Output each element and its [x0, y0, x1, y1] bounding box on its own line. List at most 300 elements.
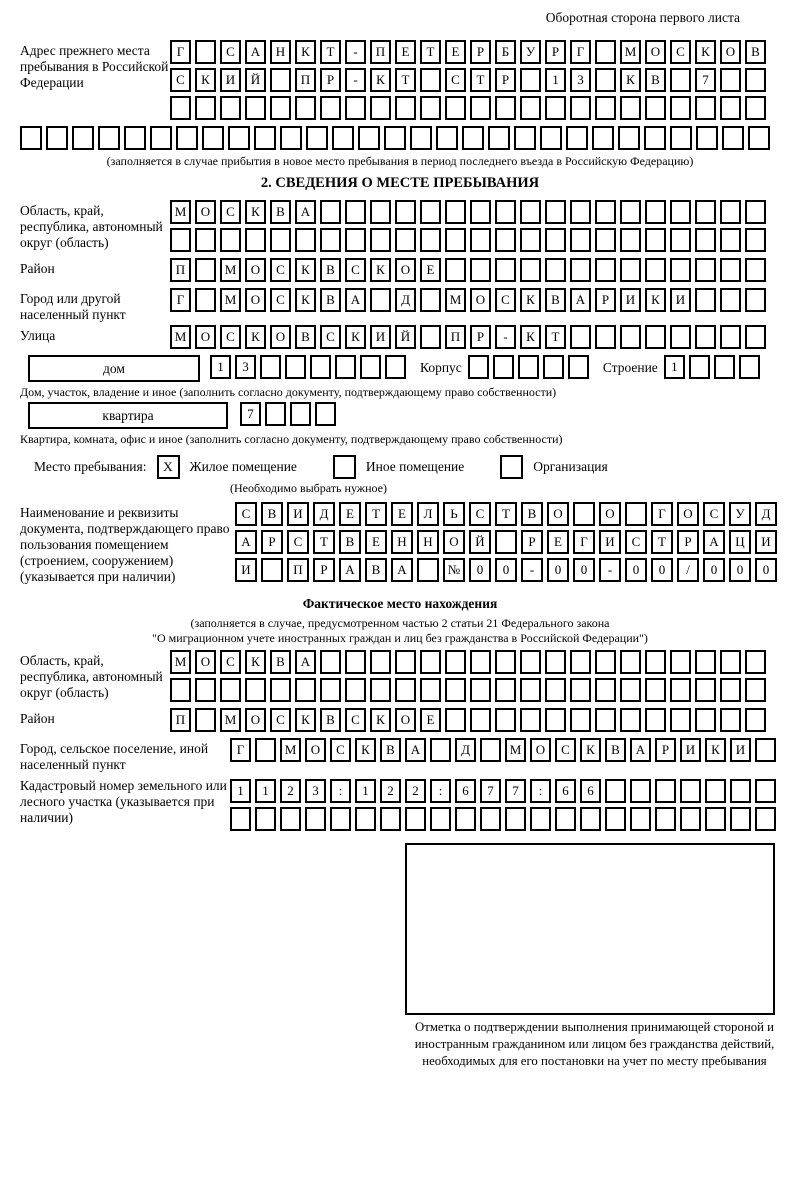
- char-cell[interactable]: В: [545, 288, 566, 312]
- char-cell[interactable]: -: [599, 558, 621, 582]
- char-cell[interactable]: [220, 96, 241, 120]
- char-cell[interactable]: М: [220, 708, 241, 732]
- char-cell[interactable]: [755, 807, 776, 831]
- char-cell[interactable]: [720, 650, 741, 674]
- char-cell[interactable]: В: [745, 40, 766, 64]
- char-cell[interactable]: [670, 200, 691, 224]
- char-cell[interactable]: [645, 228, 666, 252]
- char-cell[interactable]: К: [620, 68, 641, 92]
- char-cell[interactable]: [520, 678, 541, 702]
- char-cell[interactable]: [570, 228, 591, 252]
- char-cell[interactable]: Л: [417, 502, 439, 526]
- char-cell[interactable]: М: [280, 738, 301, 762]
- checkbox-zhiloe[interactable]: X: [157, 455, 180, 479]
- gorod-row[interactable]: [170, 288, 780, 316]
- char-cell[interactable]: М: [220, 258, 241, 282]
- char-cell[interactable]: [315, 402, 336, 426]
- char-cell[interactable]: [445, 258, 466, 282]
- char-cell[interactable]: [430, 738, 451, 762]
- char-cell[interactable]: [295, 678, 316, 702]
- prev-address-row-2[interactable]: [170, 68, 780, 96]
- char-cell[interactable]: [595, 678, 616, 702]
- char-cell[interactable]: О: [645, 40, 666, 64]
- char-cell[interactable]: [176, 126, 198, 150]
- char-cell[interactable]: Е: [395, 40, 416, 64]
- char-cell[interactable]: [445, 678, 466, 702]
- char-cell[interactable]: [720, 288, 741, 312]
- char-cell[interactable]: К: [245, 325, 266, 349]
- char-cell[interactable]: 3: [570, 68, 591, 92]
- char-cell[interactable]: [720, 708, 741, 732]
- document-row-3[interactable]: [235, 558, 781, 586]
- char-cell[interactable]: [745, 228, 766, 252]
- char-cell[interactable]: С: [270, 258, 291, 282]
- char-cell[interactable]: [745, 325, 766, 349]
- prev-address-row-3[interactable]: [170, 96, 780, 124]
- char-cell[interactable]: [520, 228, 541, 252]
- kvartira-cells[interactable]: [240, 402, 340, 430]
- char-cell[interactable]: [495, 530, 517, 554]
- document-row-1[interactable]: [235, 502, 781, 530]
- char-cell[interactable]: [595, 96, 616, 120]
- char-cell[interactable]: [655, 779, 676, 803]
- char-cell[interactable]: [680, 779, 701, 803]
- char-cell[interactable]: [385, 355, 406, 379]
- char-cell[interactable]: [670, 68, 691, 92]
- char-cell[interactable]: [254, 126, 276, 150]
- char-cell[interactable]: [520, 96, 541, 120]
- char-cell[interactable]: [695, 650, 716, 674]
- char-cell[interactable]: [420, 200, 441, 224]
- char-cell[interactable]: [720, 96, 741, 120]
- char-cell[interactable]: [345, 650, 366, 674]
- char-cell[interactable]: [570, 96, 591, 120]
- char-cell[interactable]: С: [270, 708, 291, 732]
- char-cell[interactable]: Т: [545, 325, 566, 349]
- char-cell[interactable]: [395, 678, 416, 702]
- char-cell[interactable]: [695, 200, 716, 224]
- char-cell[interactable]: [545, 228, 566, 252]
- char-cell[interactable]: В: [270, 650, 291, 674]
- char-cell[interactable]: [620, 258, 641, 282]
- char-cell[interactable]: [645, 650, 666, 674]
- char-cell[interactable]: А: [703, 530, 725, 554]
- char-cell[interactable]: [545, 258, 566, 282]
- char-cell[interactable]: Р: [320, 68, 341, 92]
- char-cell[interactable]: [566, 126, 588, 150]
- char-cell[interactable]: С: [345, 708, 366, 732]
- char-cell[interactable]: 0: [625, 558, 647, 582]
- char-cell[interactable]: [245, 96, 266, 120]
- char-cell[interactable]: 2: [280, 779, 301, 803]
- char-cell[interactable]: [518, 355, 539, 379]
- char-cell[interactable]: А: [339, 558, 361, 582]
- char-cell[interactable]: [445, 96, 466, 120]
- char-cell[interactable]: [345, 678, 366, 702]
- char-cell[interactable]: [395, 650, 416, 674]
- char-cell[interactable]: С: [220, 650, 241, 674]
- char-cell[interactable]: И: [235, 558, 257, 582]
- char-cell[interactable]: О: [195, 325, 216, 349]
- char-cell[interactable]: С: [445, 68, 466, 92]
- char-cell[interactable]: С: [330, 738, 351, 762]
- char-cell[interactable]: [630, 807, 651, 831]
- char-cell[interactable]: [470, 228, 491, 252]
- char-cell[interactable]: [620, 708, 641, 732]
- char-cell[interactable]: [380, 807, 401, 831]
- char-cell[interactable]: Р: [470, 40, 491, 64]
- char-cell[interactable]: [430, 807, 451, 831]
- kadastr-row-2[interactable]: [230, 807, 780, 835]
- char-cell[interactable]: П: [445, 325, 466, 349]
- char-cell[interactable]: [745, 678, 766, 702]
- char-cell[interactable]: -: [345, 68, 366, 92]
- char-cell[interactable]: Р: [521, 530, 543, 554]
- char-cell[interactable]: 6: [555, 779, 576, 803]
- char-cell[interactable]: [644, 126, 666, 150]
- char-cell[interactable]: Н: [270, 40, 291, 64]
- char-cell[interactable]: О: [270, 325, 291, 349]
- char-cell[interactable]: Т: [470, 68, 491, 92]
- char-cell[interactable]: Г: [651, 502, 673, 526]
- char-cell[interactable]: /: [677, 558, 699, 582]
- char-cell[interactable]: [670, 325, 691, 349]
- char-cell[interactable]: 0: [495, 558, 517, 582]
- char-cell[interactable]: [72, 126, 94, 150]
- char-cell[interactable]: [595, 228, 616, 252]
- char-cell[interactable]: А: [630, 738, 651, 762]
- char-cell[interactable]: [370, 288, 391, 312]
- char-cell[interactable]: [670, 96, 691, 120]
- char-cell[interactable]: К: [245, 200, 266, 224]
- stroenie-cells[interactable]: [664, 355, 764, 383]
- char-cell[interactable]: [295, 96, 316, 120]
- char-cell[interactable]: 3: [235, 355, 256, 379]
- char-cell[interactable]: А: [570, 288, 591, 312]
- char-cell[interactable]: [670, 126, 692, 150]
- char-cell[interactable]: [370, 650, 391, 674]
- char-cell[interactable]: [595, 708, 616, 732]
- char-cell[interactable]: О: [547, 502, 569, 526]
- char-cell[interactable]: 0: [651, 558, 673, 582]
- char-cell[interactable]: И: [670, 288, 691, 312]
- char-cell[interactable]: О: [443, 530, 465, 554]
- char-cell[interactable]: [455, 807, 476, 831]
- char-cell[interactable]: Е: [547, 530, 569, 554]
- char-cell[interactable]: П: [295, 68, 316, 92]
- char-cell[interactable]: К: [295, 40, 316, 64]
- char-cell[interactable]: 2: [405, 779, 426, 803]
- char-cell[interactable]: [570, 200, 591, 224]
- char-cell[interactable]: С: [320, 325, 341, 349]
- char-cell[interactable]: [695, 325, 716, 349]
- char-cell[interactable]: [420, 678, 441, 702]
- char-cell[interactable]: [670, 678, 691, 702]
- char-cell[interactable]: 1: [230, 779, 251, 803]
- char-cell[interactable]: [595, 325, 616, 349]
- char-cell[interactable]: Г: [230, 738, 251, 762]
- char-cell[interactable]: [495, 650, 516, 674]
- char-cell[interactable]: Й: [395, 325, 416, 349]
- char-cell[interactable]: [595, 200, 616, 224]
- char-cell[interactable]: [595, 650, 616, 674]
- checkbox-organizatsiya[interactable]: [500, 455, 523, 479]
- char-cell[interactable]: М: [170, 200, 191, 224]
- char-cell[interactable]: [620, 678, 641, 702]
- char-cell[interactable]: [545, 200, 566, 224]
- char-cell[interactable]: [46, 126, 68, 150]
- char-cell[interactable]: Й: [245, 68, 266, 92]
- char-cell[interactable]: [570, 325, 591, 349]
- char-cell[interactable]: [345, 228, 366, 252]
- char-cell[interactable]: [470, 96, 491, 120]
- char-cell[interactable]: [195, 96, 216, 120]
- char-cell[interactable]: [230, 807, 251, 831]
- char-cell[interactable]: И: [287, 502, 309, 526]
- char-cell[interactable]: В: [605, 738, 626, 762]
- char-cell[interactable]: [514, 126, 536, 150]
- char-cell[interactable]: А: [295, 650, 316, 674]
- char-cell[interactable]: [445, 228, 466, 252]
- char-cell[interactable]: [220, 228, 241, 252]
- char-cell[interactable]: [370, 228, 391, 252]
- char-cell[interactable]: [520, 650, 541, 674]
- char-cell[interactable]: [570, 678, 591, 702]
- char-cell[interactable]: Д: [455, 738, 476, 762]
- char-cell[interactable]: [417, 558, 439, 582]
- char-cell[interactable]: С: [170, 68, 191, 92]
- char-cell[interactable]: [395, 228, 416, 252]
- char-cell[interactable]: В: [380, 738, 401, 762]
- char-cell[interactable]: [480, 807, 501, 831]
- char-cell[interactable]: Г: [170, 40, 191, 64]
- char-cell[interactable]: 6: [580, 779, 601, 803]
- char-cell[interactable]: [202, 126, 224, 150]
- char-cell[interactable]: А: [345, 288, 366, 312]
- char-cell[interactable]: [695, 708, 716, 732]
- char-cell[interactable]: Н: [417, 530, 439, 554]
- char-cell[interactable]: [545, 708, 566, 732]
- char-cell[interactable]: [493, 355, 514, 379]
- char-cell[interactable]: С: [345, 258, 366, 282]
- char-cell[interactable]: К: [295, 708, 316, 732]
- char-cell[interactable]: [124, 126, 146, 150]
- char-cell[interactable]: [410, 126, 432, 150]
- char-cell[interactable]: [730, 779, 751, 803]
- char-cell[interactable]: [570, 258, 591, 282]
- char-cell[interactable]: 3: [305, 779, 326, 803]
- char-cell[interactable]: М: [505, 738, 526, 762]
- char-cell[interactable]: К: [370, 258, 391, 282]
- char-cell[interactable]: К: [245, 650, 266, 674]
- char-cell[interactable]: 0: [703, 558, 725, 582]
- char-cell[interactable]: [505, 807, 526, 831]
- char-cell[interactable]: Т: [320, 40, 341, 64]
- char-cell[interactable]: [480, 738, 501, 762]
- char-cell[interactable]: [495, 258, 516, 282]
- char-cell[interactable]: №: [443, 558, 465, 582]
- char-cell[interactable]: [280, 807, 301, 831]
- char-cell[interactable]: Т: [395, 68, 416, 92]
- char-cell[interactable]: [655, 807, 676, 831]
- char-cell[interactable]: [745, 258, 766, 282]
- char-cell[interactable]: К: [370, 68, 391, 92]
- char-cell[interactable]: 7: [695, 68, 716, 92]
- char-cell[interactable]: [195, 678, 216, 702]
- char-cell[interactable]: О: [530, 738, 551, 762]
- char-cell[interactable]: 7: [505, 779, 526, 803]
- char-cell[interactable]: [270, 228, 291, 252]
- char-cell[interactable]: [360, 355, 381, 379]
- char-cell[interactable]: [470, 258, 491, 282]
- char-cell[interactable]: 0: [547, 558, 569, 582]
- char-cell[interactable]: [395, 200, 416, 224]
- char-cell[interactable]: [670, 708, 691, 732]
- char-cell[interactable]: [320, 678, 341, 702]
- char-cell[interactable]: [520, 258, 541, 282]
- char-cell[interactable]: С: [235, 502, 257, 526]
- checkbox-inoe[interactable]: [333, 455, 356, 479]
- char-cell[interactable]: [645, 325, 666, 349]
- char-cell[interactable]: М: [445, 288, 466, 312]
- char-cell[interactable]: [330, 807, 351, 831]
- char-cell[interactable]: [545, 96, 566, 120]
- char-cell[interactable]: М: [170, 325, 191, 349]
- char-cell[interactable]: О: [245, 258, 266, 282]
- char-cell[interactable]: [405, 807, 426, 831]
- char-cell[interactable]: О: [245, 288, 266, 312]
- char-cell[interactable]: [645, 708, 666, 732]
- char-cell[interactable]: К: [195, 68, 216, 92]
- char-cell[interactable]: [645, 258, 666, 282]
- char-cell[interactable]: Р: [677, 530, 699, 554]
- char-cell[interactable]: Г: [573, 530, 595, 554]
- char-cell[interactable]: [620, 228, 641, 252]
- char-cell[interactable]: Д: [395, 288, 416, 312]
- char-cell[interactable]: [468, 355, 489, 379]
- char-cell[interactable]: Б: [495, 40, 516, 64]
- char-cell[interactable]: [20, 126, 42, 150]
- char-cell[interactable]: О: [305, 738, 326, 762]
- char-cell[interactable]: [620, 325, 641, 349]
- char-cell[interactable]: Е: [339, 502, 361, 526]
- prev-address-row-4[interactable]: [20, 126, 780, 154]
- char-cell[interactable]: [695, 288, 716, 312]
- char-cell[interactable]: О: [245, 708, 266, 732]
- char-cell[interactable]: [370, 200, 391, 224]
- char-cell[interactable]: О: [195, 200, 216, 224]
- char-cell[interactable]: [520, 68, 541, 92]
- factual-rayon-row[interactable]: [170, 708, 780, 736]
- char-cell[interactable]: [305, 807, 326, 831]
- char-cell[interactable]: Е: [365, 530, 387, 554]
- char-cell[interactable]: [320, 650, 341, 674]
- char-cell[interactable]: [748, 126, 770, 150]
- char-cell[interactable]: И: [220, 68, 241, 92]
- char-cell[interactable]: [520, 708, 541, 732]
- char-cell[interactable]: Р: [545, 40, 566, 64]
- char-cell[interactable]: [265, 402, 286, 426]
- char-cell[interactable]: [620, 650, 641, 674]
- char-cell[interactable]: [530, 807, 551, 831]
- char-cell[interactable]: 6: [455, 779, 476, 803]
- char-cell[interactable]: [605, 779, 626, 803]
- char-cell[interactable]: М: [220, 288, 241, 312]
- char-cell[interactable]: [745, 68, 766, 92]
- char-cell[interactable]: [345, 200, 366, 224]
- char-cell[interactable]: 1: [255, 779, 276, 803]
- char-cell[interactable]: [495, 200, 516, 224]
- char-cell[interactable]: Д: [313, 502, 335, 526]
- char-cell[interactable]: Ь: [443, 502, 465, 526]
- char-cell[interactable]: [195, 40, 216, 64]
- char-cell[interactable]: [695, 678, 716, 702]
- kvartira-type-box[interactable]: квартира: [28, 402, 228, 429]
- char-cell[interactable]: [270, 678, 291, 702]
- factual-oblast-row-1[interactable]: [170, 650, 780, 678]
- char-cell[interactable]: Й: [469, 530, 491, 554]
- char-cell[interactable]: [245, 678, 266, 702]
- char-cell[interactable]: К: [705, 738, 726, 762]
- char-cell[interactable]: [605, 807, 626, 831]
- char-cell[interactable]: -: [495, 325, 516, 349]
- char-cell[interactable]: С: [495, 288, 516, 312]
- kadastr-row-1[interactable]: [230, 779, 780, 807]
- char-cell[interactable]: [445, 650, 466, 674]
- char-cell[interactable]: [270, 68, 291, 92]
- prev-address-row-1[interactable]: [170, 40, 780, 68]
- char-cell[interactable]: [720, 200, 741, 224]
- char-cell[interactable]: [595, 258, 616, 282]
- char-cell[interactable]: К: [645, 288, 666, 312]
- char-cell[interactable]: [720, 228, 741, 252]
- char-cell[interactable]: [345, 96, 366, 120]
- char-cell[interactable]: [543, 355, 564, 379]
- char-cell[interactable]: К: [520, 325, 541, 349]
- char-cell[interactable]: [495, 228, 516, 252]
- char-cell[interactable]: О: [599, 502, 621, 526]
- char-cell[interactable]: Е: [420, 258, 441, 282]
- char-cell[interactable]: [630, 779, 651, 803]
- char-cell[interactable]: [520, 200, 541, 224]
- char-cell[interactable]: А: [235, 530, 257, 554]
- char-cell[interactable]: [592, 126, 614, 150]
- char-cell[interactable]: [195, 708, 216, 732]
- char-cell[interactable]: И: [755, 530, 777, 554]
- char-cell[interactable]: Т: [495, 502, 517, 526]
- dom-type-box[interactable]: дом: [28, 355, 200, 382]
- char-cell[interactable]: [745, 288, 766, 312]
- char-cell[interactable]: В: [295, 325, 316, 349]
- char-cell[interactable]: [620, 96, 641, 120]
- char-cell[interactable]: [195, 288, 216, 312]
- char-cell[interactable]: [420, 288, 441, 312]
- char-cell[interactable]: [645, 200, 666, 224]
- char-cell[interactable]: [306, 126, 328, 150]
- char-cell[interactable]: И: [680, 738, 701, 762]
- char-cell[interactable]: [470, 200, 491, 224]
- char-cell[interactable]: [488, 126, 510, 150]
- char-cell[interactable]: [220, 678, 241, 702]
- char-cell[interactable]: [595, 40, 616, 64]
- char-cell[interactable]: [260, 355, 281, 379]
- char-cell[interactable]: В: [521, 502, 543, 526]
- char-cell[interactable]: [384, 126, 406, 150]
- char-cell[interactable]: [696, 126, 718, 150]
- char-cell[interactable]: 7: [240, 402, 261, 426]
- char-cell[interactable]: [290, 402, 311, 426]
- char-cell[interactable]: Р: [495, 68, 516, 92]
